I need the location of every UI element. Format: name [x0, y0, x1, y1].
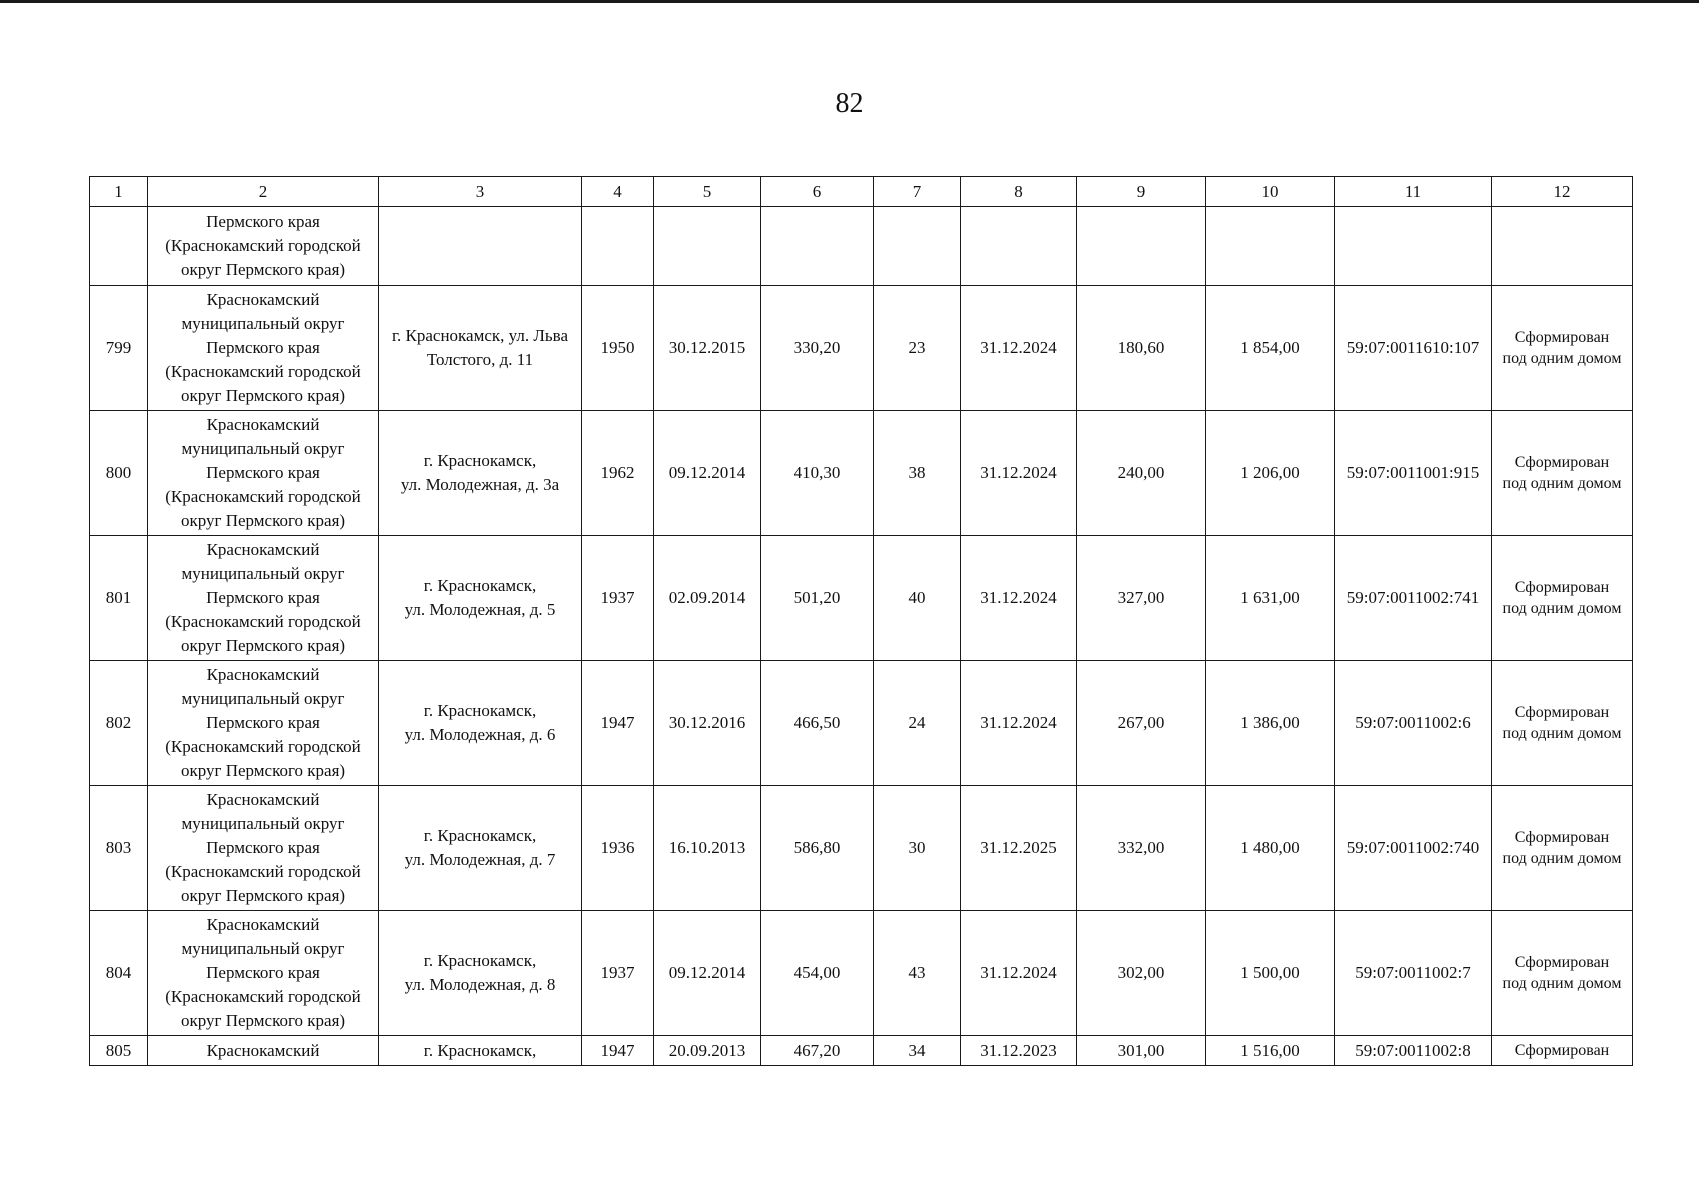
owner-line: Пермского края: [206, 713, 320, 732]
date-cell: 16.10.2013: [654, 786, 761, 911]
status-line: Сформирован: [1514, 454, 1610, 471]
area-cell: 466,50: [761, 661, 874, 786]
deadline-cell: 31.12.2024: [961, 536, 1077, 661]
housing-register-table: [89, 176, 1633, 1066]
cadastral-number-cell: 59:07:0011610:107: [1335, 286, 1492, 411]
table-row: [90, 911, 1633, 1036]
owner-line: муниципальный округ: [181, 314, 345, 333]
owner-line: округ Пермского края): [180, 1011, 346, 1030]
status-line: Сформирован: [1514, 704, 1610, 721]
address-line: г. Краснокамск,: [423, 826, 537, 845]
area-cell: 330,20: [761, 286, 874, 411]
owner-cell: [148, 286, 379, 411]
owner-line: Пермского края: [206, 212, 320, 231]
area-cell: 586,80: [761, 786, 874, 911]
status-line: Сформирован: [1514, 329, 1610, 346]
residents-cell: 40: [874, 536, 961, 661]
row-number: 800: [90, 411, 148, 536]
owner-line: округ Пермского края): [180, 511, 346, 530]
address-line: г. Краснокамск, ул. Льва: [391, 326, 569, 345]
year-cell: 1962: [582, 411, 654, 536]
owner-line: округ Пермского края): [180, 761, 346, 780]
owner-line: муниципальный округ: [181, 689, 345, 708]
area2-cell: 180,60: [1077, 286, 1206, 411]
status-cell: [1492, 411, 1633, 536]
area-cell: 410,30: [761, 411, 874, 536]
owner-line: Пермского края: [206, 463, 320, 482]
deadline-cell: 31.12.2024: [961, 286, 1077, 411]
column-header: 4: [582, 177, 654, 207]
land-area-cell: 1 516,00: [1206, 1036, 1335, 1066]
owner-line: Краснокамский: [206, 665, 320, 684]
owner-line: Краснокамский: [206, 540, 320, 559]
area-cell: 467,20: [761, 1036, 874, 1066]
land-area-cell: 1 631,00: [1206, 536, 1335, 661]
owner-line: муниципальный округ: [181, 564, 345, 583]
owner-line: Краснокамский: [206, 790, 320, 809]
year-cell: 1937: [582, 911, 654, 1036]
status-cell: [1492, 661, 1633, 786]
empty-cell: [582, 207, 654, 286]
area-cell: 454,00: [761, 911, 874, 1036]
deadline-cell: 31.12.2024: [961, 911, 1077, 1036]
owner-line: (Краснокамский городской: [165, 362, 361, 381]
status-line: Сформирован: [1514, 954, 1610, 971]
land-area-cell: 1 206,00: [1206, 411, 1335, 536]
deadline-cell: 31.12.2024: [961, 661, 1077, 786]
owner-line: (Краснокамский городской: [165, 737, 361, 756]
row-number: 804: [90, 911, 148, 1036]
owner-line: муниципальный округ: [181, 439, 345, 458]
status-line: под одним домом: [1502, 600, 1622, 617]
status-cell: [1492, 286, 1633, 411]
empty-cell: [761, 207, 874, 286]
column-header: 3: [379, 177, 582, 207]
table-row: [90, 536, 1633, 661]
land-area-cell: 1 480,00: [1206, 786, 1335, 911]
owner-line: (Краснокамский городской: [165, 862, 361, 881]
column-header: 12: [1492, 177, 1633, 207]
column-header: 6: [761, 177, 874, 207]
scan-top-edge: [0, 0, 1699, 3]
column-header: 1: [90, 177, 148, 207]
address-cell: [379, 411, 582, 536]
address-line: ул. Молодежная, д. 5: [404, 600, 556, 619]
status-line: под одним домом: [1502, 350, 1622, 367]
column-header: 7: [874, 177, 961, 207]
owner-cell: [148, 207, 379, 286]
year-cell: 1947: [582, 661, 654, 786]
column-header: 8: [961, 177, 1077, 207]
address-line: ул. Молодежная, д. 3а: [400, 475, 560, 494]
residents-cell: 23: [874, 286, 961, 411]
address-cell: [379, 911, 582, 1036]
address-line: г. Краснокамск,: [423, 951, 537, 970]
land-area-cell: 1 854,00: [1206, 286, 1335, 411]
cadastral-number-cell: 59:07:0011001:915: [1335, 411, 1492, 536]
cadastral-number-cell: 59:07:0011002:741: [1335, 536, 1492, 661]
row-number: 805: [90, 1036, 148, 1066]
address-line: г. Краснокамск,: [423, 451, 537, 470]
address-cell: г. Краснокамск,: [379, 1036, 582, 1066]
cadastral-number-cell: 59:07:0011002:7: [1335, 911, 1492, 1036]
table-row: [90, 1036, 1633, 1066]
column-header: 2: [148, 177, 379, 207]
deadline-cell: 31.12.2023: [961, 1036, 1077, 1066]
deadline-cell: 31.12.2024: [961, 411, 1077, 536]
area2-cell: 301,00: [1077, 1036, 1206, 1066]
area2-cell: 267,00: [1077, 661, 1206, 786]
row-number: 799: [90, 286, 148, 411]
status-line: Сформирован: [1514, 579, 1610, 596]
area2-cell: 302,00: [1077, 911, 1206, 1036]
empty-cell: [1492, 207, 1633, 286]
address-cell: [379, 661, 582, 786]
empty-cell: [1335, 207, 1492, 286]
land-area-cell: 1 386,00: [1206, 661, 1335, 786]
owner-line: Краснокамский: [206, 415, 320, 434]
address-line: ул. Молодежная, д. 8: [404, 975, 556, 994]
date-cell: 30.12.2015: [654, 286, 761, 411]
owner-line: (Краснокамский городской: [165, 612, 361, 631]
residents-cell: 34: [874, 1036, 961, 1066]
owner-line: Пермского края: [206, 588, 320, 607]
address-cell: [379, 536, 582, 661]
owner-line: Пермского края: [206, 838, 320, 857]
empty-cell: [654, 207, 761, 286]
status-line: под одним домом: [1502, 975, 1622, 992]
table-row: [90, 411, 1633, 536]
owner-cell: [148, 411, 379, 536]
owner-line: Краснокамский: [206, 915, 320, 934]
date-cell: 09.12.2014: [654, 411, 761, 536]
address-line: Толстого, д. 11: [426, 350, 534, 369]
address-cell: [379, 286, 582, 411]
table-row: [90, 786, 1633, 911]
area2-cell: 332,00: [1077, 786, 1206, 911]
residents-cell: 43: [874, 911, 961, 1036]
table-row: [90, 661, 1633, 786]
row-number: 803: [90, 786, 148, 911]
address-line: ул. Молодежная, д. 6: [404, 725, 556, 744]
owner-line: муниципальный округ: [181, 939, 345, 958]
owner-line: округ Пермского края): [180, 636, 346, 655]
cadastral-number-cell: 59:07:0011002:740: [1335, 786, 1492, 911]
status-cell: [1492, 786, 1633, 911]
column-header: 5: [654, 177, 761, 207]
column-header: 9: [1077, 177, 1206, 207]
address-cell: [379, 786, 582, 911]
date-cell: 30.12.2016: [654, 661, 761, 786]
owner-line: Пермского края: [206, 338, 320, 357]
owner-cell: [148, 661, 379, 786]
date-cell: 09.12.2014: [654, 911, 761, 1036]
owner-line: округ Пермского края): [180, 260, 346, 279]
owner-line: Краснокамский: [206, 290, 320, 309]
status-line: под одним домом: [1502, 475, 1622, 492]
owner-line: (Краснокамский городской: [165, 487, 361, 506]
owner-cell: [148, 786, 379, 911]
column-header: 10: [1206, 177, 1335, 207]
cadastral-number-cell: 59:07:0011002:8: [1335, 1036, 1492, 1066]
owner-cell: [148, 911, 379, 1036]
address-line: г. Краснокамск,: [423, 576, 537, 595]
owner-cell: Краснокамский: [148, 1036, 379, 1066]
status-cell: Сформирован: [1492, 1036, 1633, 1066]
empty-cell: [1206, 207, 1335, 286]
page-number: 82: [835, 88, 864, 119]
address-line: ул. Молодежная, д. 7: [404, 850, 556, 869]
owner-cell: [148, 536, 379, 661]
date-cell: 02.09.2014: [654, 536, 761, 661]
deadline-cell: 31.12.2025: [961, 786, 1077, 911]
owner-line: (Краснокамский городской: [165, 987, 361, 1006]
residents-cell: 38: [874, 411, 961, 536]
residents-cell: 30: [874, 786, 961, 911]
status-cell: [1492, 536, 1633, 661]
owner-line: округ Пермского края): [180, 886, 346, 905]
owner-line: Пермского края: [206, 963, 320, 982]
status-line: Сформирован: [1514, 829, 1610, 846]
year-cell: 1937: [582, 536, 654, 661]
empty-cell: [90, 207, 148, 286]
status-line: под одним домом: [1502, 725, 1622, 742]
empty-cell: [961, 207, 1077, 286]
empty-cell: [874, 207, 961, 286]
continuation-row: [90, 207, 1633, 286]
column-number-row: [90, 177, 1633, 207]
owner-line: округ Пермского края): [180, 386, 346, 405]
status-line: под одним домом: [1502, 850, 1622, 867]
cadastral-number-cell: 59:07:0011002:6: [1335, 661, 1492, 786]
year-cell: 1950: [582, 286, 654, 411]
owner-line: муниципальный округ: [181, 814, 345, 833]
year-cell: 1947: [582, 1036, 654, 1066]
empty-cell: [379, 207, 582, 286]
year-cell: 1936: [582, 786, 654, 911]
date-cell: 20.09.2013: [654, 1036, 761, 1066]
area2-cell: 327,00: [1077, 536, 1206, 661]
table-row: [90, 286, 1633, 411]
column-header: 11: [1335, 177, 1492, 207]
residents-cell: 24: [874, 661, 961, 786]
area-cell: 501,20: [761, 536, 874, 661]
owner-line: (Краснокамский городской: [165, 236, 361, 255]
address-line: г. Краснокамск,: [423, 701, 537, 720]
row-number: 801: [90, 536, 148, 661]
area2-cell: 240,00: [1077, 411, 1206, 536]
row-number: 802: [90, 661, 148, 786]
status-cell: [1492, 911, 1633, 1036]
land-area-cell: 1 500,00: [1206, 911, 1335, 1036]
empty-cell: [1077, 207, 1206, 286]
